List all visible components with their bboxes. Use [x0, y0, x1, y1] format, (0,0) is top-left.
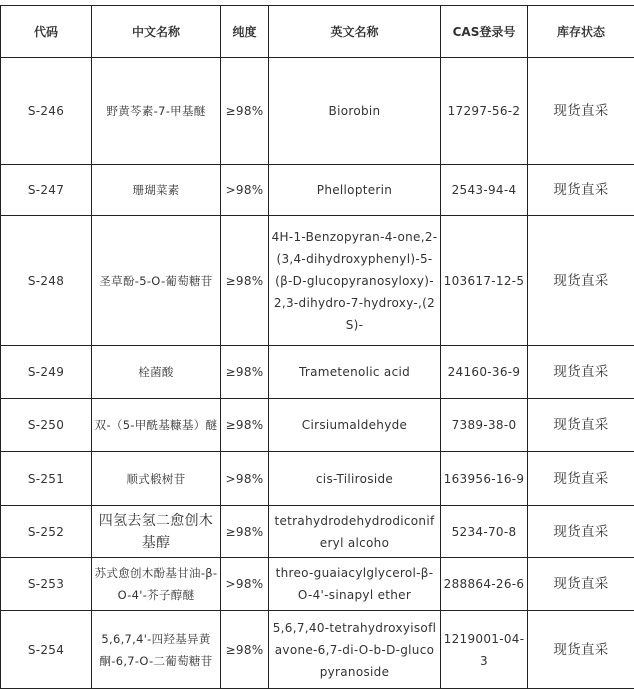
cell-chinese-name: 双-（5-甲酰基糠基）醚: [92, 399, 221, 452]
cell-purity: ≥98%: [221, 216, 269, 346]
cell-code: S-252: [1, 506, 92, 558]
cell-code: S-249: [1, 346, 92, 399]
header-stock-status: 库存状态: [528, 6, 634, 58]
cell-cas-number: 1219001-04-3: [441, 611, 528, 689]
cell-code: S-251: [1, 452, 92, 506]
cell-english-name: cis-Tiliroside: [269, 452, 441, 506]
table-row: [1, 399, 634, 452]
cell-purity: >98%: [221, 165, 269, 216]
cell-cas-number: 17297-56-2: [441, 58, 528, 165]
cell-cas-number: 24160-36-9: [441, 346, 528, 399]
table-row: [1, 58, 634, 165]
product-table: [0, 5, 634, 689]
cell-stock-status: 现货直采: [528, 58, 634, 165]
header-code: 代码: [1, 6, 92, 58]
cell-cas-number: 2543-94-4: [441, 165, 528, 216]
cell-purity: ≥98%: [221, 506, 269, 558]
cell-code: S-253: [1, 558, 92, 611]
cell-cas-number: 5234-70-8: [441, 506, 528, 558]
cell-purity: ≥98%: [221, 346, 269, 399]
cell-english-name: Phellopterin: [269, 165, 441, 216]
cell-code: S-254: [1, 611, 92, 689]
cell-purity: >98%: [221, 452, 269, 506]
cell-stock-status: 现货直采: [528, 452, 634, 506]
cell-chinese-name: 5,6,7,4'-四羟基异黄酮-6,7-O-二葡萄糖苷: [92, 611, 221, 689]
cell-stock-status: 现货直采: [528, 399, 634, 452]
cell-english-name: Trametenolic acid: [269, 346, 441, 399]
cell-code: S-250: [1, 399, 92, 452]
table-row: [1, 165, 634, 216]
header-cas-number: CAS登录号: [441, 6, 528, 58]
cell-purity: ≥98%: [221, 611, 269, 689]
cell-purity: >98%: [221, 558, 269, 611]
cell-purity: ≥98%: [221, 399, 269, 452]
cell-english-name: 4H-1-Benzopyran-4-one,2-(3,4-dihydroxyphenyl)-5-(β-D-glucopyranosyloxy)-2,3-dihydro-7-hydroxy-,(2S)-: [269, 216, 441, 346]
cell-cas-number: 163956-16-9: [441, 452, 528, 506]
cell-cas-number: 7389-38-0: [441, 399, 528, 452]
cell-code: S-248: [1, 216, 92, 346]
cell-cas-number: 103617-12-5: [441, 216, 528, 346]
cell-code: S-247: [1, 165, 92, 216]
cell-purity: ≥98%: [221, 58, 269, 165]
cell-stock-status: 现货直采: [528, 216, 634, 346]
table-header-row: [1, 6, 634, 58]
cell-stock-status: 现货直采: [528, 346, 634, 399]
table-row: [1, 346, 634, 399]
table-row: [1, 611, 634, 689]
header-english-name: 英文名称: [269, 6, 441, 58]
cell-cas-number: 288864-26-6: [441, 558, 528, 611]
table-row: [1, 216, 634, 346]
cell-english-name: tetrahydrodehydrodiconiferyl alcoho: [269, 506, 441, 558]
cell-chinese-name: 野黄芩素-7-甲基醚: [92, 58, 221, 165]
header-chinese-name: 中文名称: [92, 6, 221, 58]
cell-chinese-name: 珊瑚菜素: [92, 165, 221, 216]
cell-stock-status: 现货直采: [528, 558, 634, 611]
cell-stock-status: 现货直采: [528, 611, 634, 689]
cell-english-name: Cirsiumaldehyde: [269, 399, 441, 452]
cell-english-name: threo-guaiacylglycerol-β-O-4'-sinapyl ether: [269, 558, 441, 611]
cell-stock-status: 现货直采: [528, 506, 634, 558]
header-purity: 纯度: [221, 6, 269, 58]
table-row: [1, 452, 634, 506]
cell-stock-status: 现货直采: [528, 165, 634, 216]
cell-english-name: Biorobin: [269, 58, 441, 165]
cell-chinese-name: 四氢去氢二愈创木基醇: [92, 506, 221, 558]
cell-code: S-246: [1, 58, 92, 165]
cell-chinese-name: 苏式愈创木酚基甘油-β-O-4'-芥子醇醚: [92, 558, 221, 611]
cell-chinese-name: 栓菌酸: [92, 346, 221, 399]
cell-chinese-name: 圣草酚-5-O-葡萄糖苷: [92, 216, 221, 346]
table-row: [1, 558, 634, 611]
table-row: [1, 506, 634, 558]
cell-chinese-name: 顺式椴树苷: [92, 452, 221, 506]
cell-english-name: 5,6,7,40-tetrahydroxyisoflavone-6,7-di-O-b-D-glucopyranoside: [269, 611, 441, 689]
